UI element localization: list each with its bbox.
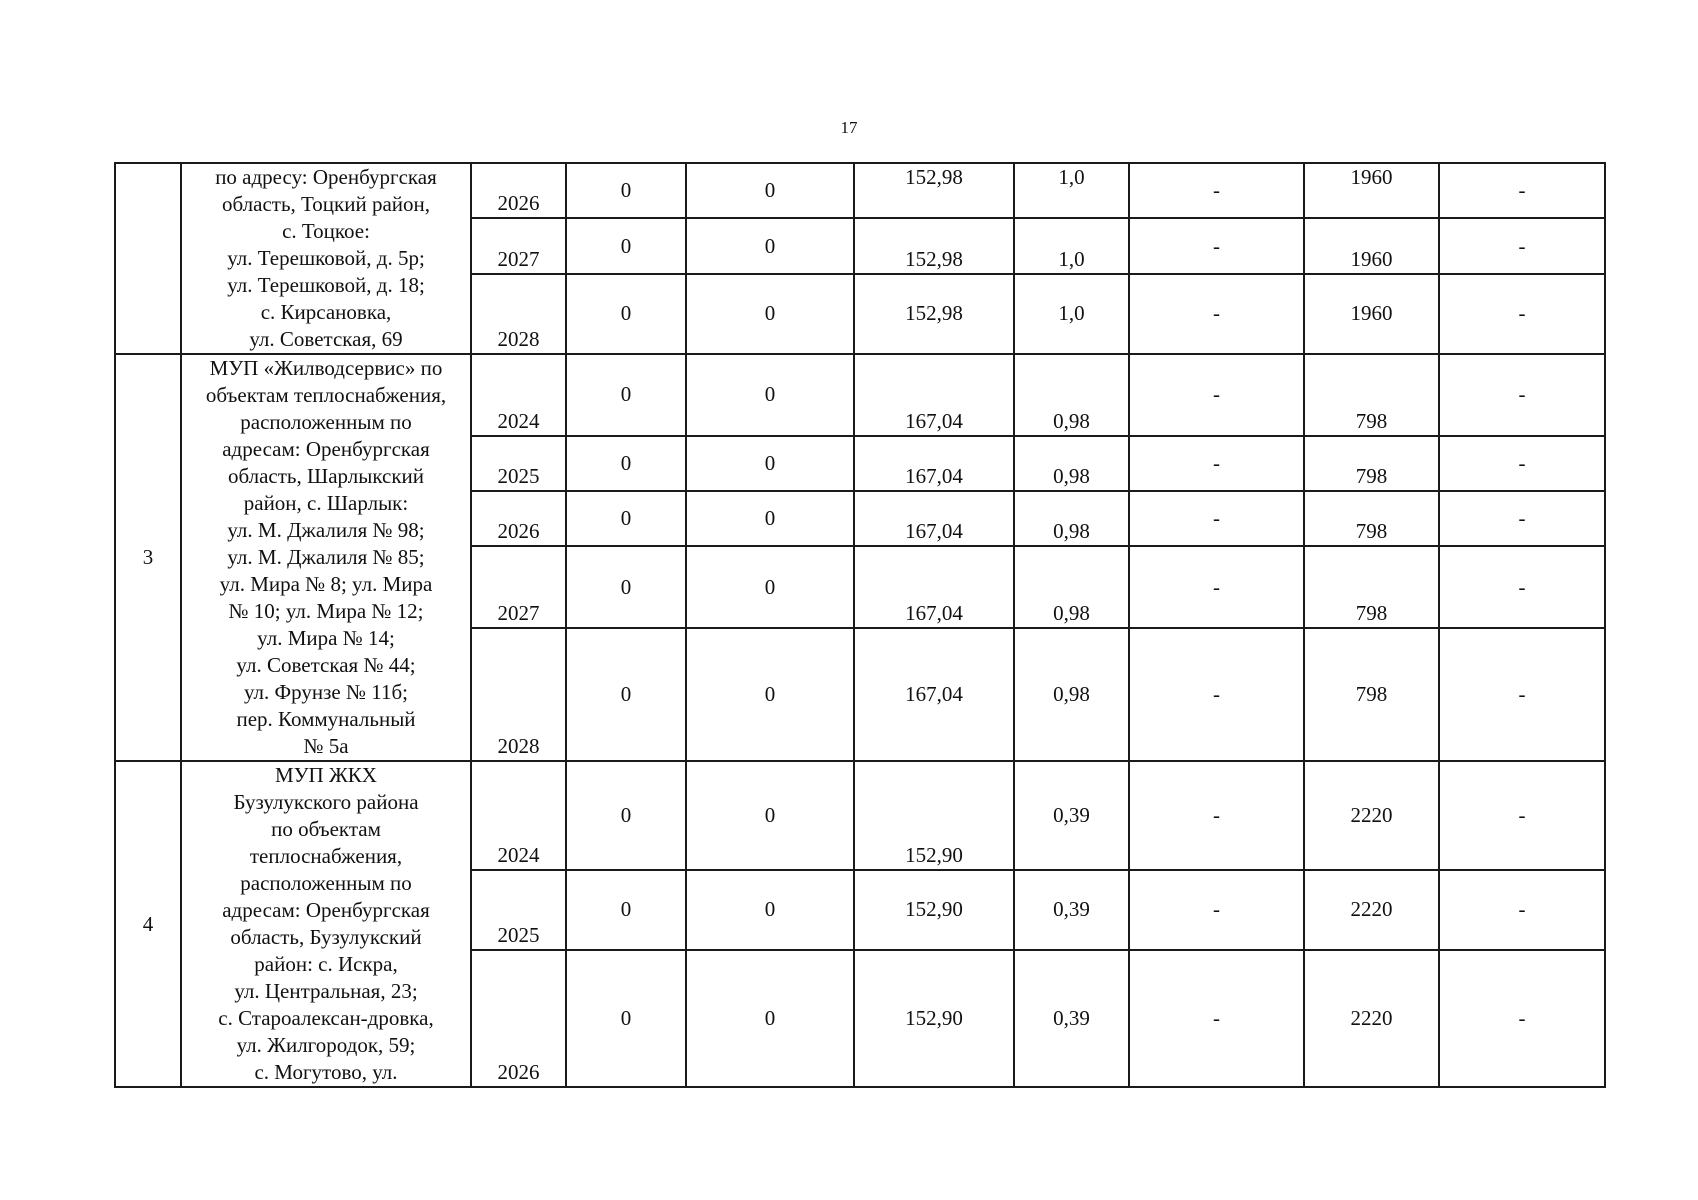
coefficient-cell: 0,98: [1014, 436, 1129, 491]
rate-cell: 167,04: [854, 491, 1014, 546]
volume-cell: 2220: [1304, 761, 1439, 870]
value-7-cell: -: [1439, 491, 1605, 546]
year-cell: 2026: [471, 163, 566, 218]
page-number: 17: [840, 118, 858, 137]
year-cell: 2027: [471, 546, 566, 628]
value-2-cell: 0: [686, 546, 854, 628]
volume-cell: 798: [1304, 546, 1439, 628]
value-7-cell: -: [1439, 761, 1605, 870]
year-cell: 2028: [471, 274, 566, 354]
coefficient-cell: 1,0: [1014, 218, 1129, 273]
value-2-cell: 0: [686, 870, 854, 950]
value-1-cell: 0: [566, 870, 686, 950]
coefficient-cell: 0,39: [1014, 870, 1129, 950]
table-row: [115, 354, 1605, 436]
value-5-cell: -: [1129, 218, 1304, 273]
value-1-cell: 0: [566, 491, 686, 546]
row-number-cell: 4: [115, 761, 181, 1087]
value-1-cell: 0: [566, 546, 686, 628]
coefficient-cell: 0,98: [1014, 491, 1129, 546]
volume-cell: 2220: [1304, 870, 1439, 950]
value-1-cell: 0: [566, 628, 686, 761]
row-number-cell: [115, 163, 181, 354]
coefficient-cell: 0,98: [1014, 354, 1129, 436]
value-2-cell: 0: [686, 761, 854, 870]
value-7-cell: -: [1439, 274, 1605, 354]
volume-cell: 798: [1304, 628, 1439, 761]
volume-cell: 798: [1304, 491, 1439, 546]
year-cell: 2028: [471, 628, 566, 761]
coefficient-cell: 0,39: [1014, 761, 1129, 870]
value-1-cell: 0: [566, 218, 686, 273]
value-7-cell: -: [1439, 950, 1605, 1087]
value-5-cell: -: [1129, 546, 1304, 628]
value-5-cell: -: [1129, 761, 1304, 870]
value-7-cell: -: [1439, 163, 1605, 218]
value-7-cell: -: [1439, 354, 1605, 436]
value-1-cell: 0: [566, 761, 686, 870]
volume-cell: 1960: [1304, 163, 1439, 218]
rate-cell: 152,98: [854, 163, 1014, 218]
rate-cell: 167,04: [854, 354, 1014, 436]
value-1-cell: 0: [566, 274, 686, 354]
value-2-cell: 0: [686, 628, 854, 761]
year-cell: 2026: [471, 491, 566, 546]
volume-cell: 1960: [1304, 218, 1439, 273]
coefficient-cell: 1,0: [1014, 274, 1129, 354]
organization-cell: по адресу: Оренбургская область, Тоцкий район, с. Тоцкое: ул. Терешковой, д. 5р; ул. Терешковой, д. 18; с. Кирсановка, ул. Советская, 69: [181, 163, 471, 354]
year-cell: 2026: [471, 950, 566, 1087]
value-1-cell: 0: [566, 950, 686, 1087]
rate-cell: 152,98: [854, 218, 1014, 273]
value-2-cell: 0: [686, 274, 854, 354]
value-7-cell: -: [1439, 436, 1605, 491]
value-5-cell: -: [1129, 628, 1304, 761]
rate-cell: 167,04: [854, 546, 1014, 628]
year-cell: 2025: [471, 870, 566, 950]
value-5-cell: -: [1129, 274, 1304, 354]
value-5-cell: -: [1129, 491, 1304, 546]
rate-cell: 167,04: [854, 628, 1014, 761]
rate-cell: 167,04: [854, 436, 1014, 491]
rate-cell: 152,98: [854, 274, 1014, 354]
value-7-cell: -: [1439, 218, 1605, 273]
value-5-cell: -: [1129, 163, 1304, 218]
year-cell: 2025: [471, 436, 566, 491]
year-cell: 2024: [471, 354, 566, 436]
value-7-cell: -: [1439, 628, 1605, 761]
value-2-cell: 0: [686, 436, 854, 491]
volume-cell: 798: [1304, 436, 1439, 491]
value-1-cell: 0: [566, 354, 686, 436]
organization-cell: МУП ЖКХ Бузулукского района по объектам теплоснабжения, расположенным по адресам: Оренбургская область, Бузулукский район: с. Искра, ул. Центральная, 23; с. Староалексан-дровка, ул. Жилгородок, 59; с. Могутово, ул.: [181, 761, 471, 1087]
value-5-cell: -: [1129, 354, 1304, 436]
value-1-cell: 0: [566, 436, 686, 491]
rate-cell: 152,90: [854, 870, 1014, 950]
value-2-cell: 0: [686, 491, 854, 546]
value-7-cell: -: [1439, 546, 1605, 628]
value-5-cell: -: [1129, 870, 1304, 950]
volume-cell: 1960: [1304, 274, 1439, 354]
value-7-cell: -: [1439, 870, 1605, 950]
rate-cell: 152,90: [854, 761, 1014, 870]
value-2-cell: 0: [686, 354, 854, 436]
year-cell: 2027: [471, 218, 566, 273]
value-2-cell: 0: [686, 950, 854, 1087]
coefficient-cell: 1,0: [1014, 163, 1129, 218]
value-1-cell: 0: [566, 163, 686, 218]
value-2-cell: 0: [686, 163, 854, 218]
value-5-cell: -: [1129, 950, 1304, 1087]
coefficient-cell: 0,39: [1014, 950, 1129, 1087]
volume-cell: 798: [1304, 354, 1439, 436]
year-cell: 2024: [471, 761, 566, 870]
volume-cell: 2220: [1304, 950, 1439, 1087]
table-row: [115, 163, 1605, 218]
rate-cell: 152,90: [854, 950, 1014, 1087]
organization-cell: МУП «Жилводсервис» по объектам теплоснабжения, расположенным по адресам: Оренбургская область, Шарлыкский район, с. Шарлык: ул. М. Джалиля № 98; ул. М. Джалиля № 85; ул. Мира № 8; ул. Мира № 10; ул. Мира № 12; ул. Мира № 14; ул. Советская № 44; ул. Фрунзе № 11б; пер. Коммунальный № 5а: [181, 354, 471, 761]
row-number-cell: 3: [115, 354, 181, 761]
table-row: [115, 761, 1605, 870]
value-5-cell: -: [1129, 436, 1304, 491]
value-2-cell: 0: [686, 218, 854, 273]
coefficient-cell: 0,98: [1014, 546, 1129, 628]
tariff-table: [114, 162, 1606, 1088]
coefficient-cell: 0,98: [1014, 628, 1129, 761]
